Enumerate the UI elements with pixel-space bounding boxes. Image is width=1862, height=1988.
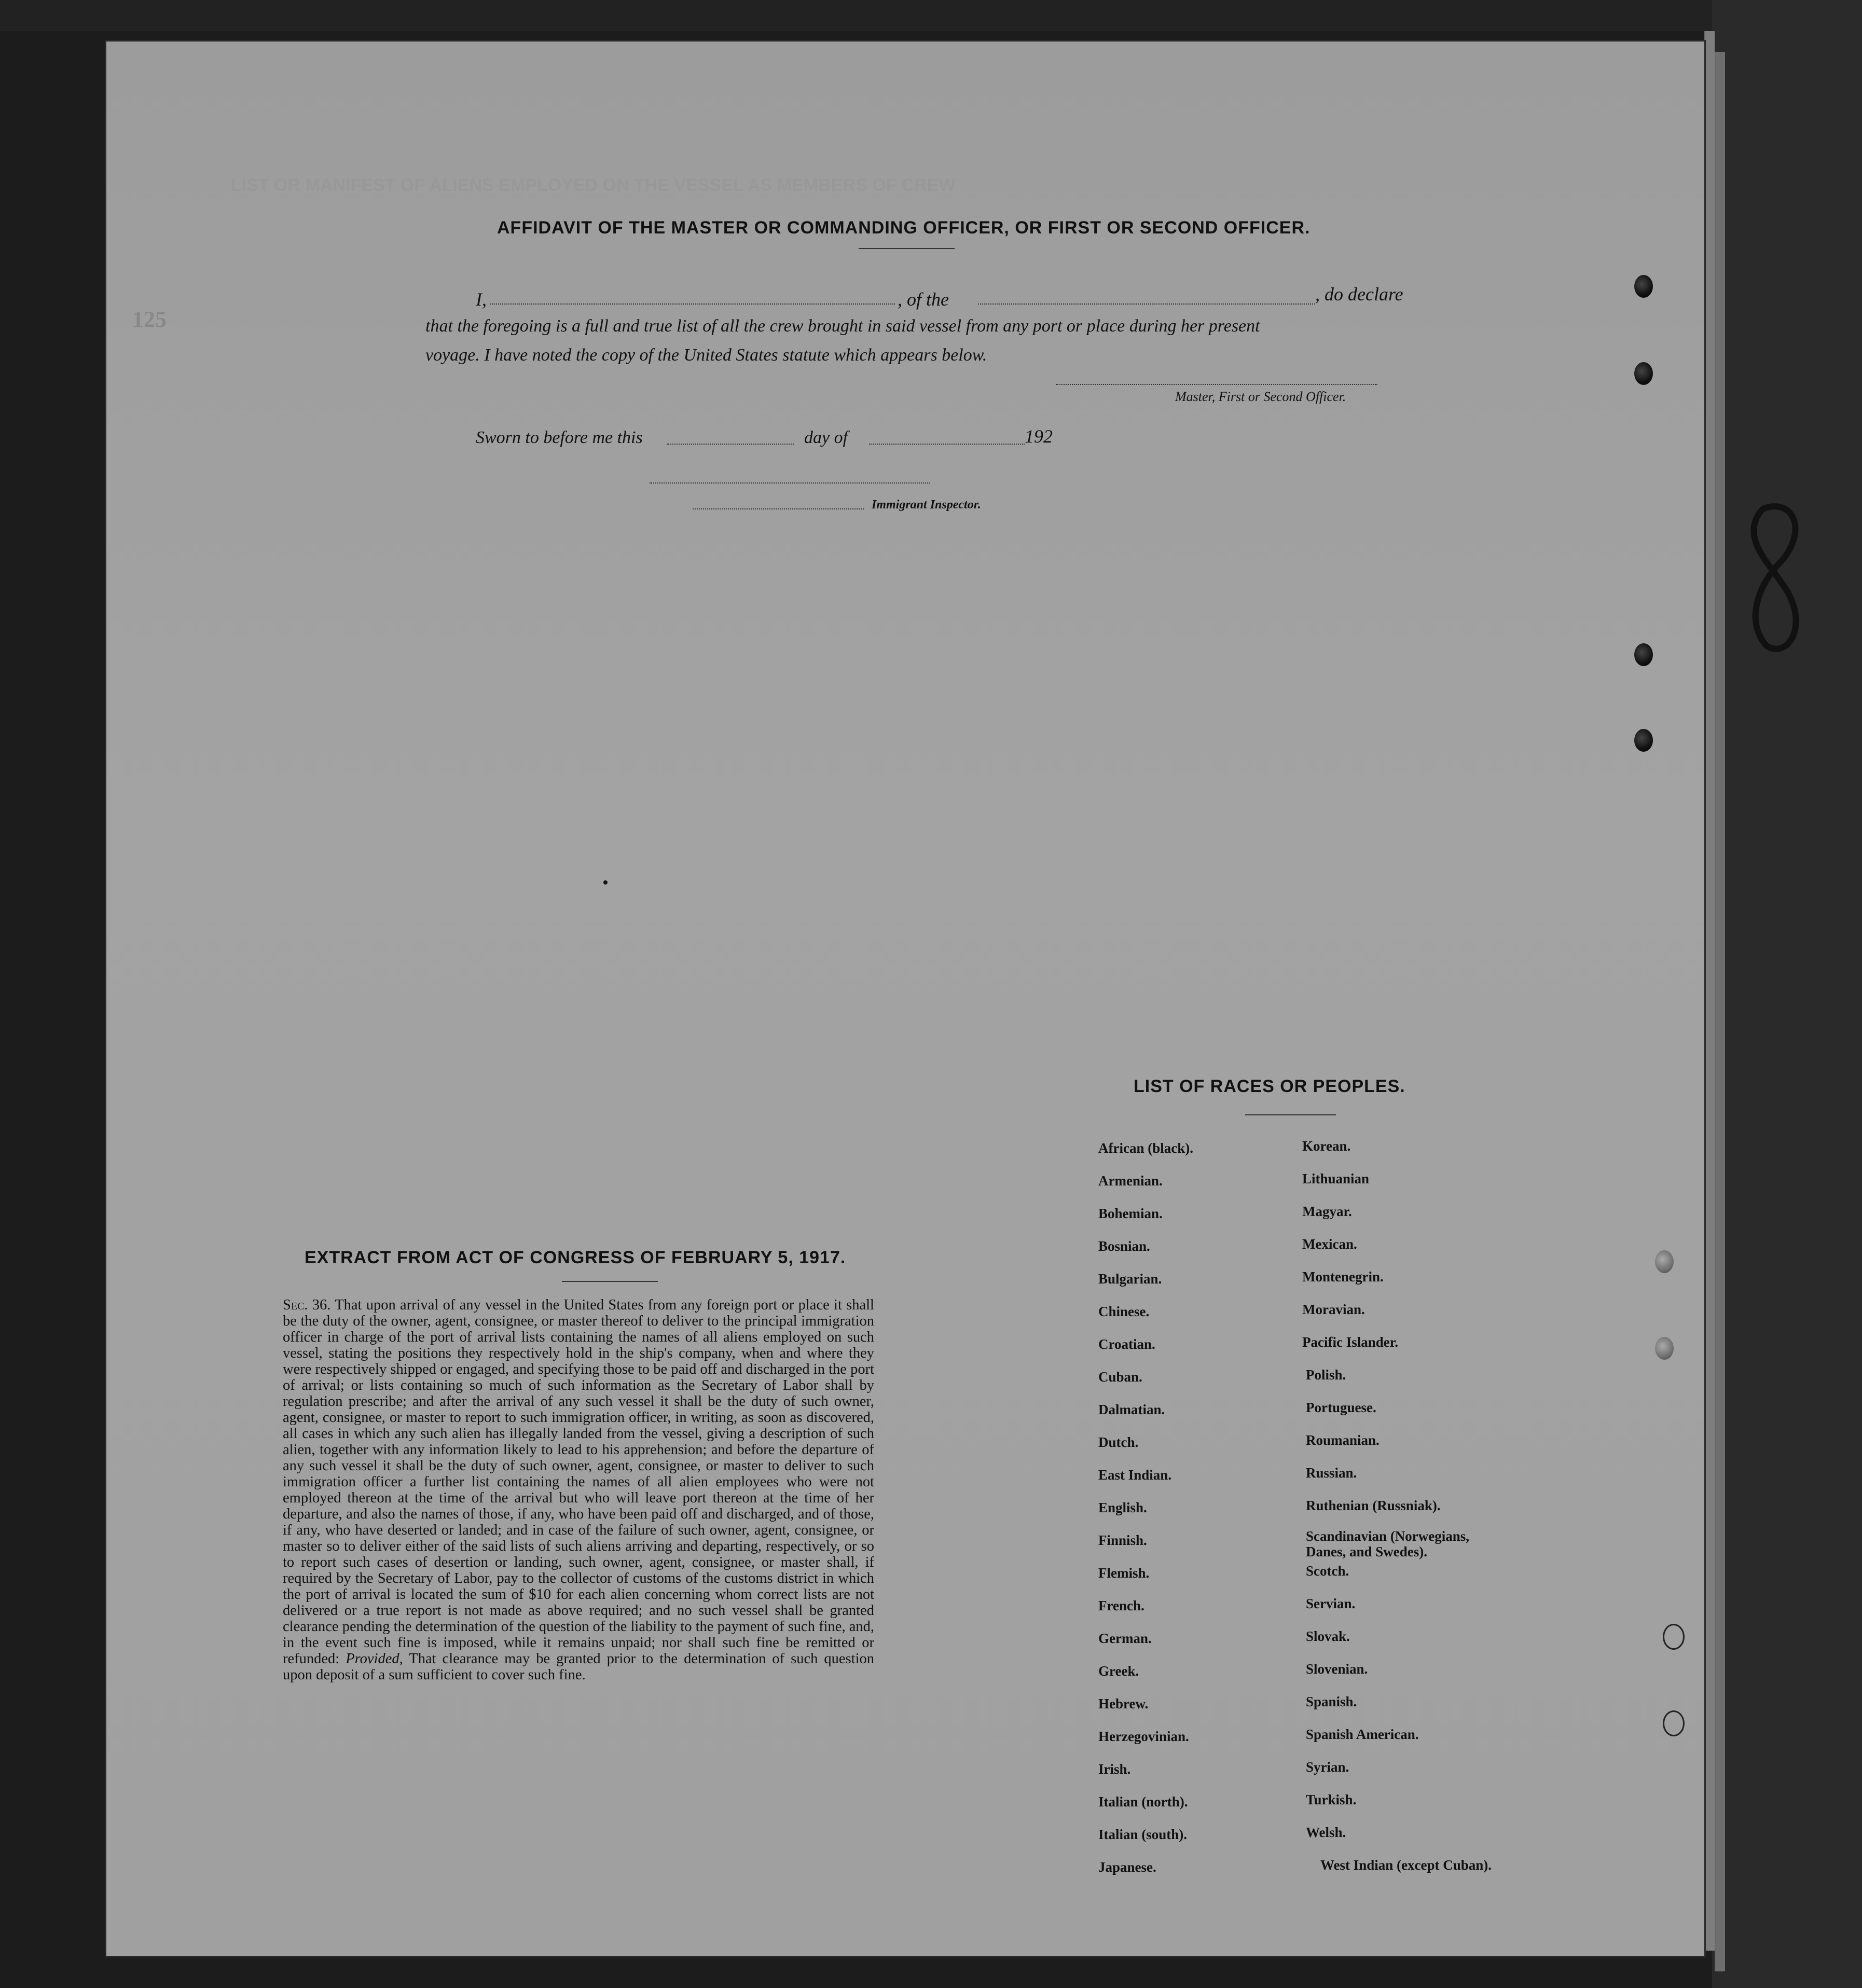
race-item: Italian (south). — [1098, 1827, 1188, 1842]
statute-body-end: That clearance may be granted prior to the determination of such question upon deposit of a sum sufficient to cover such fine. — [283, 1651, 874, 1683]
inspector-caption: Immigrant Inspector. — [872, 498, 981, 512]
race-item: Lithuanian — [1302, 1171, 1370, 1186]
race-item: English. — [1098, 1500, 1147, 1515]
binder-hole — [1655, 1250, 1674, 1273]
binder-hole — [1655, 1337, 1674, 1360]
race-item: West Indian (except Cuban). — [1320, 1857, 1492, 1873]
sworn-label: Sworn to before me this — [476, 428, 643, 447]
race-item: Bohemian. — [1098, 1206, 1163, 1221]
speck — [603, 880, 608, 885]
race-item: Mexican. — [1302, 1236, 1357, 1252]
affidavit-title-rule — [859, 248, 955, 249]
binder-hole — [1634, 362, 1653, 385]
race-item: Montenegrin. — [1302, 1269, 1384, 1285]
affidavit-of-the-label: , of the — [898, 289, 949, 310]
race-item: Korean. — [1302, 1138, 1351, 1154]
binder-hole — [1663, 1624, 1685, 1650]
race-item: Dutch. — [1098, 1434, 1139, 1450]
binder-hole — [1634, 275, 1653, 298]
extract-title: EXTRACT FROM ACT OF CONGRESS OF FEBRUARY 5, 1917. — [305, 1248, 846, 1267]
races-title-rule — [1245, 1114, 1336, 1115]
race-item: Italian (north). — [1098, 1794, 1188, 1810]
race-item: Hebrew. — [1098, 1696, 1149, 1711]
scan-border-top — [0, 0, 1862, 31]
statute-provided-label: Provided, — [346, 1651, 403, 1667]
races-title: LIST OF RACES OR PEOPLES. — [1134, 1076, 1405, 1096]
affidavit-line-2: that the foregoing is a full and true list of all the crew brought in said vessel from any port or place during her present — [425, 316, 1260, 336]
race-item: Ruthenian (Russniak). — [1306, 1498, 1441, 1513]
binder-hole — [1634, 643, 1653, 666]
race-item: Roumanian. — [1306, 1432, 1380, 1448]
race-item: Croatian. — [1098, 1336, 1155, 1352]
affidavit-line-3: voyage. I have noted the copy of the United States statute which appears below. — [425, 346, 987, 365]
officer-signature-line — [1056, 384, 1377, 385]
day-of-label: day of — [804, 428, 848, 447]
inspector-signature-line — [650, 482, 930, 484]
inspector-signature-line-2 — [693, 508, 864, 509]
margin-page-number: 125 — [132, 307, 167, 332]
race-item: Slovenian. — [1306, 1661, 1368, 1677]
race-item: Dalmatian. — [1098, 1402, 1165, 1417]
year-label: 192 — [1025, 426, 1053, 447]
race-item: East Indian. — [1098, 1467, 1172, 1483]
race-item: Bosnian. — [1098, 1238, 1150, 1254]
race-item: Slovak. — [1306, 1628, 1350, 1644]
race-item: Greek. — [1098, 1663, 1139, 1679]
race-item: Irish. — [1098, 1761, 1131, 1777]
affidavit-title: AFFIDAVIT OF THE MASTER OR COMMANDING OFFICER, OR FIRST OR SECOND OFFICER. — [497, 218, 1311, 238]
extract-title-rule — [562, 1281, 658, 1282]
affidavit-name-blank — [490, 303, 895, 305]
binder-hole — [1663, 1710, 1685, 1736]
race-item: African (black). — [1098, 1140, 1193, 1156]
race-item: Herzegovinian. — [1098, 1729, 1189, 1744]
race-item: Spanish American. — [1306, 1727, 1419, 1742]
scan-border-right — [1712, 0, 1862, 1988]
race-item: Cuban. — [1098, 1369, 1142, 1385]
race-item: Welsh. — [1306, 1825, 1346, 1840]
ghost-heading-1: LIST OR MANIFEST OF ALIENS EMPLOYED ON THE VESSEL AS MEMBERS OF CREW — [231, 175, 956, 195]
race-item: Syrian. — [1306, 1759, 1349, 1775]
race-item: French. — [1098, 1598, 1144, 1613]
statute-text — [283, 1297, 874, 1683]
race-item: Armenian. — [1098, 1173, 1163, 1189]
page-edge-underlay — [1704, 31, 1715, 1951]
race-item: Flemish. — [1098, 1565, 1150, 1581]
page-edge-underlay — [1715, 52, 1725, 1971]
race-item: German. — [1098, 1631, 1152, 1646]
race-item: Scotch. — [1306, 1563, 1349, 1579]
race-item: Chinese. — [1098, 1304, 1150, 1319]
race-item: Bulgarian. — [1098, 1271, 1162, 1287]
race-item: Moravian. — [1302, 1302, 1365, 1317]
race-item: Spanish. — [1306, 1694, 1357, 1709]
officer-caption: Master, First or Second Officer. — [1175, 389, 1346, 404]
race-item: Japanese. — [1098, 1859, 1156, 1875]
affidavit-do-declare-label: , do declare — [1315, 284, 1403, 305]
race-item: Servian. — [1306, 1596, 1356, 1611]
binder-hole — [1634, 729, 1653, 752]
race-item: Polish. — [1306, 1367, 1346, 1383]
sworn-month-blank — [869, 444, 1025, 445]
race-item: Pacific Islander. — [1302, 1334, 1398, 1350]
affidavit-i-label: I, — [476, 289, 487, 310]
statute-body: That upon arrival of any vessel in the United States from any foreign port or place it shall be the duty of the owner, agent, consignee, or master thereof to deliver to the principal immigration officer in charge of the port of arrival lists containing the names of all aliens employed on such vessel, stating the positions they respectively hold in the ship's company, when and where they were respectively shipped or engaged, and specifying those to be paid off and discharged in the port of arrival; or lists containing so much of such information as the Secretary of Labor shall by regulation prescribe; and after the arrival of any such vessel it shall be the duty of such owner, agent, consignee, or master to report to such immigration officer, in writing, as soon as discovered, all cases in which any such alien has illegally landed from the vessel, giving a description of such alien, together with any information likely to lead to his apprehension; and before the departure of any such vessel it shall be the duty of such owner, agent, consignee, or master to deliver to such immigration officer a further list containing the names of all alien employees who were not employed thereon at the time of the arrival but who will leave port thereon at the time of her departure, and also the names of those, if any, who have been paid off and discharged, and of those, if any, who have deserted or landed; and in case of the failure of such owner, agent, consignee, or master so to deliver either of the said lists of such aliens arriving and departing, respectively, or so to report such cases of desertion or landing, such owner, agent, consignee, or master shall, if required by the Secretary of Labor, pay to the collector of customs of the customs district in which the port of arrival is located the sum of $10 for each alien concerning whom correct lists are not delivered or a true report is not made as above required; and no such vessel shall be granted clearance pending the determination of the question of the liability to the payment of such fine, and, in the event such fine is imposed, while it remains unpaid; nor shall such fine be remitted or refunded: — [283, 1297, 874, 1667]
handwritten-mark-8 — [1735, 498, 1813, 659]
sworn-day-blank — [667, 444, 794, 445]
affidavit-vessel-blank — [978, 303, 1315, 305]
race-item: Russian. — [1306, 1465, 1357, 1481]
race-item: Magyar. — [1302, 1204, 1352, 1219]
race-item: Turkish. — [1306, 1792, 1357, 1807]
statute-section-label: Sec. 36. — [283, 1297, 331, 1313]
race-item: Portuguese. — [1306, 1400, 1376, 1415]
race-item: Scandinavian (Norwegians, Danes, and Swedes). — [1306, 1528, 1470, 1559]
race-item: Finnish. — [1098, 1533, 1147, 1548]
